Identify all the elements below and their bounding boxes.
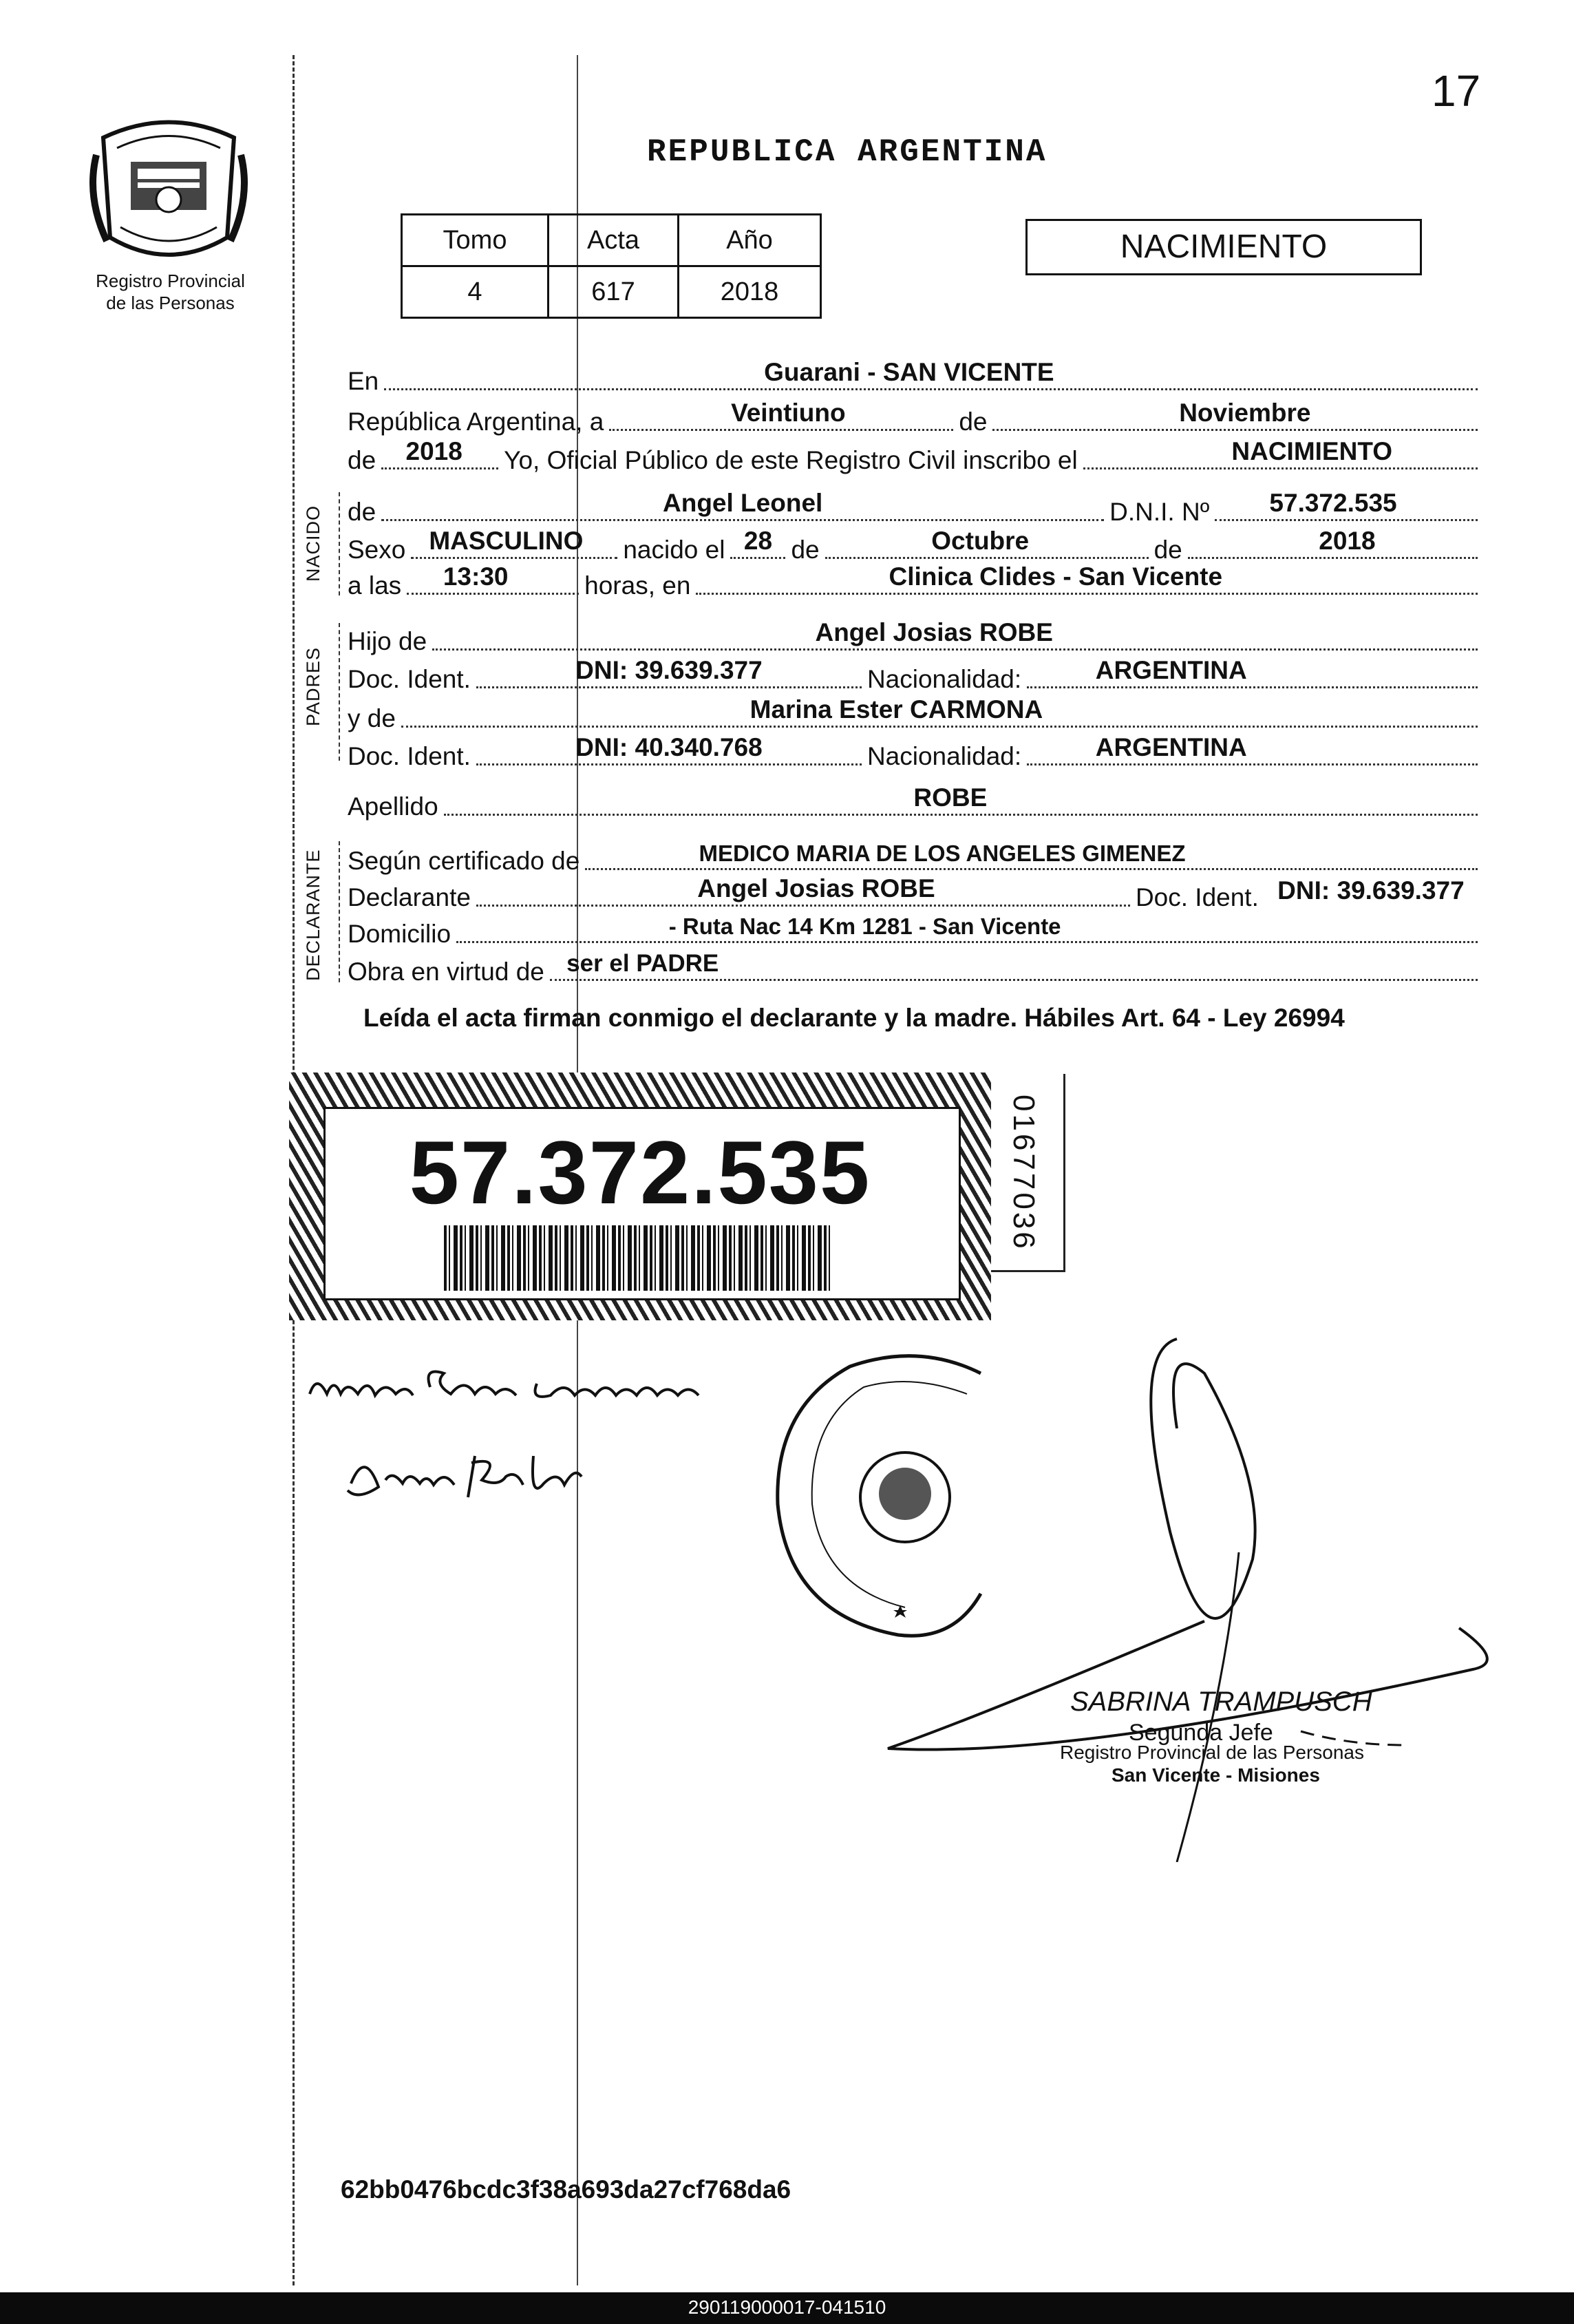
field-year: [381, 437, 498, 469]
value-nac-month: Octubre: [931, 527, 1030, 555]
label-de5: de: [1153, 536, 1182, 564]
label-nacionalidad-2: Nacionalidad:: [866, 742, 1022, 770]
row-en: [348, 358, 1483, 396]
row-ydemadre: [348, 695, 1483, 733]
value-madre-doc: DNI: 40.340.768: [575, 733, 763, 761]
value-nac-day: 28: [743, 527, 773, 555]
label-sexo: Sexo: [348, 536, 406, 564]
label-doc-3: Doc. Ident.: [1135, 883, 1259, 911]
official-registry: Registro Provincial de las Personas: [1060, 1742, 1364, 1763]
legal-statement: Leída el acta firman conmigo el declarante y la madre. Hábiles Art. 64 - Ley 26994: [363, 1004, 1345, 1032]
row-certificado: [348, 841, 1483, 876]
country-title: REPUBLICA ARGENTINA: [647, 134, 1047, 170]
side-label-declarante: DECLARANTE: [303, 849, 323, 981]
value-padre-nac: ARGENTINA: [1095, 656, 1247, 684]
field-padre-nac: [1027, 656, 1478, 688]
label-alas: a las: [348, 571, 402, 600]
page-number: 17: [1432, 66, 1481, 116]
row-hora: [348, 562, 1483, 600]
footer-code: 290119000017-041510: [688, 2296, 886, 2318]
value-acta: 617: [549, 266, 679, 318]
value-tomo: 4: [402, 266, 549, 318]
label-hijo: Hijo de: [348, 627, 427, 655]
barcode: [444, 1225, 833, 1291]
section-bracket-declarante: [339, 841, 340, 982]
field-padre-doc: [476, 656, 862, 688]
value-padre: Angel Josias ROBE: [815, 618, 1053, 646]
caption-line-2: de las Personas: [106, 293, 235, 313]
field-madre: [401, 695, 1478, 728]
field-sexo: [411, 527, 617, 559]
label-domicilio: Domicilio: [348, 920, 451, 948]
label-de2: de: [348, 446, 376, 474]
row-padre-doc: [348, 656, 1483, 694]
label-oficial: Yo, Oficial Público de este Registro Civil inscribo el: [504, 446, 1078, 474]
value-dni: 57.372.535: [1269, 489, 1397, 517]
official-location: San Vicente - Misiones: [1112, 1764, 1320, 1786]
value-certificado: MEDICO MARIA DE LOS ANGELES GIMENEZ: [699, 841, 1186, 866]
label-yde: y de: [348, 704, 396, 732]
field-en: [384, 358, 1478, 390]
document-hash: 62bb0476bcdc3f38a693da27cf768da6: [341, 2175, 791, 2204]
label-certificado: Según certificado de: [348, 847, 580, 875]
caption-line-1: Registro Provincial: [96, 271, 245, 291]
value-obra: ser el PADRE: [566, 950, 719, 977]
section-bracket-nacido: [339, 492, 340, 595]
registry-table: [401, 213, 822, 319]
row-declarante: [348, 874, 1483, 912]
label-de: de: [959, 408, 988, 436]
header-acta: Acta: [549, 215, 679, 266]
field-lugar: [696, 562, 1478, 595]
row-obra: [348, 952, 1483, 986]
official-name: SABRINA TRAMPUSCH: [1070, 1687, 1372, 1717]
province-shield-logo: [89, 114, 248, 265]
value-month: Noviembre: [1179, 399, 1311, 427]
side-label-padres: PADRES: [303, 646, 323, 726]
field-obra: [550, 950, 1478, 981]
label-nacionalidad: Nacionalidad:: [866, 665, 1022, 693]
field-domicilio: [456, 913, 1478, 943]
side-label-nacido: NACIDO: [303, 505, 323, 582]
dni-sticker-number: 57.372.535: [409, 1122, 871, 1223]
field-inscribo: [1083, 437, 1478, 469]
value-padre-doc: DNI: 39.639.377: [575, 656, 763, 684]
label-nacido: nacido el: [623, 536, 725, 564]
label-doc: Doc. Ident.: [348, 665, 471, 693]
field-day: [609, 399, 953, 431]
label-declarante: Declarante: [348, 883, 471, 911]
row-nombre: [348, 489, 1483, 527]
document-type-box: NACIMIENTO: [1025, 219, 1422, 275]
row-anio: [348, 437, 1483, 475]
row-domicilio: [348, 914, 1483, 949]
label-dni: D.N.I. Nº: [1109, 498, 1210, 526]
header-anio: Año: [679, 215, 821, 266]
field-nac-year: [1188, 527, 1478, 559]
value-madre: Marina Ester CARMONA: [749, 695, 1043, 723]
field-hora: [407, 562, 579, 595]
field-apellido: [444, 783, 1478, 816]
header-tomo: Tomo: [402, 215, 549, 266]
field-nac-day: [730, 527, 785, 559]
value-declarante-doc: DNI: 39.639.377: [1277, 876, 1465, 905]
label-horas: horas, en: [584, 571, 691, 600]
value-declarante: Angel Josias ROBE: [697, 874, 935, 902]
field-padre: [432, 618, 1478, 651]
value-apellido: ROBE: [913, 783, 988, 812]
value-en: Guarani - SAN VICENTE: [764, 358, 1054, 386]
field-declarante: [476, 874, 1130, 907]
label-en: En: [348, 367, 379, 395]
label-de4: de: [791, 536, 820, 564]
field-nombre: [381, 489, 1104, 521]
field-month: [992, 399, 1478, 431]
value-nac-year: 2018: [1319, 527, 1376, 555]
label-republica: República Argentina, a: [348, 408, 604, 436]
registry-caption: [65, 270, 275, 314]
label-obra: Obra en virtud de: [348, 958, 544, 986]
value-domicilio: - Ruta Nac 14 Km 1281 - San Vicente: [668, 913, 1061, 939]
value-nombre: Angel Leonel: [663, 489, 823, 517]
field-nac-month: [825, 527, 1149, 559]
value-anio: 2018: [679, 266, 821, 318]
field-madre-nac: [1027, 733, 1478, 765]
value-hora: 13:30: [443, 562, 509, 591]
sticker-serial: 01677036: [1007, 1095, 1041, 1251]
row-madre-doc: [348, 733, 1483, 771]
value-year: 2018: [405, 437, 462, 465]
value-inscribo: NACIMIENTO: [1231, 437, 1393, 465]
value-lugar: Clinica Clides - San Vicente: [889, 562, 1223, 591]
field-certificado: [585, 841, 1478, 870]
father-signature: [337, 1435, 585, 1511]
official-title: Segunda Jefe: [1129, 1720, 1273, 1746]
value-sexo: MASCULINO: [429, 527, 584, 555]
mother-signature: [303, 1346, 764, 1422]
field-madre-doc: [476, 733, 862, 765]
row-sexo: [348, 527, 1483, 564]
field-dni: [1215, 489, 1478, 521]
section-bracket-padres: [339, 623, 340, 761]
label-apellido: Apellido: [348, 792, 438, 821]
value-day: Veintiuno: [731, 399, 846, 427]
label-de3: de: [348, 498, 376, 526]
row-apellido: [348, 783, 1483, 821]
value-madre-nac: ARGENTINA: [1095, 733, 1247, 761]
row-hijo: [348, 618, 1483, 656]
row-fecha: [348, 399, 1483, 436]
label-doc-2: Doc. Ident.: [348, 742, 471, 770]
